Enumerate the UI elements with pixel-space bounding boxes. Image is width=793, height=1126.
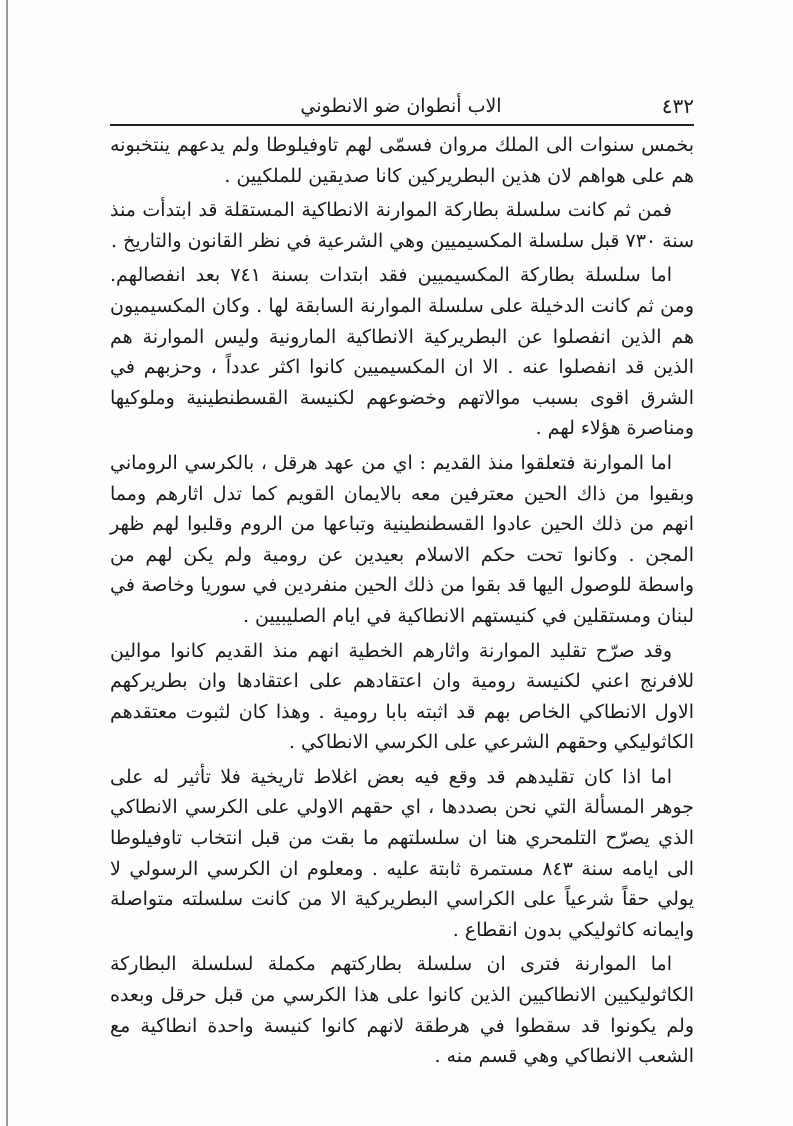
paragraph-3: اما سلسلة بطاركة المكسيميين فقد ابتدات بسنة ٧٤١ بعد انفصالهم. ومن ثم كانت الدخيلة على سلسلة الموارنة السابقة لها . وكان المكسيميون هم الذين انفصلوا عن البطريركية الانطاكية المارونية وليس الموارنة هم الذين قد انفصلوا عنه . الا ان المكسيميين كانوا اكثر عدداً ، وحزبهم في الشرق اقوى بسبب موالاتهم وخضوعهم لكنيسة القسطنطينية وملوكيها ومناصرة هؤلاء لهم .	[110, 264, 694, 440]
paragraph-1: بخمس سنوات الى الملك مروان فسمّى لهم تاوفيلوطا ولم يدعهم ينتخبونه هم على هواهم لان هذين البطريركين كانا صديقين للملكيين .	[110, 134, 694, 187]
page-header	[108, 92, 694, 122]
paragraph-7: اما الموارنة فترى ان سلسلة بطاركتهم مكملة لسلسلة البطاركة الكاثوليكيين الانطاكيين الذين كانوا على هذا الكرسي من قبل حرقل وبعده ولم يكونوا قد سقطوا في هرطقة لانهم كانوا كنيسة واحدة انطاكية مع الشعب الانطاكي وهي قسم منه .	[110, 953, 694, 1068]
body-text	[110, 130, 694, 1076]
paragraph-4: اما الموارنة فتعلقوا منذ القديم : اي من عهد هرقل ، بالكرسي الروماني وبقيوا من ذاك الحين معترفين معه بالايمان القويم كما تدل اثارهم ومما انهم من ذلك الحين عادوا القسطنطينية وتباعها من الروم وقلبوا لهم ظهر المجن . وكانوا تحت حكم الاسلام بعيدين عن رومية ولم يكن لهم من واسطة للوصول اليها قد بقوا من ذلك الحين منفردين في سوريا وخاصة في لبنان ومستقلين في كنيستهم الانطاكية في ايام الصليبيين .	[110, 451, 694, 627]
paragraph-2: فمن ثم كانت سلسلة بطاركة الموارنة الانطاكية المستقلة قد ابتدأت منذ سنة ٧٣٠ قبل سلسلة المكسيميين وهي الشرعية في نظر القانون والتاريخ .	[110, 199, 694, 252]
scan-border	[6, 0, 8, 1126]
page-number: ٤٣٢	[661, 94, 694, 118]
header-rule	[110, 124, 694, 126]
paragraph-5: وقد صرّح تقليد الموارنة واثارهم الخطية انهم منذ القديم كانوا موالين للافرنج اعني لكنيسة رومية وان اعتقادهم على اعتقادها وان بطريركهم الاول الانطاكي الخاص بهم قد اثبته بابا رومية . وهذا كان لثبوت معتقدهم الكاثوليكي وحقهم الشرعي على الكرسي الانطاكي .	[110, 639, 694, 754]
paragraph-6: اما اذا كان تقليدهم قد وقع فيه بعض اغلاط تاريخية فلا تأثير له على جوهر المسألة التي نحن بصددها ، اي حقهم الاولي على الكرسي الانطاكي الذي يصرّح التلمحري هنا ان سلسلتهم ما بقت من قبل انتخاب تاوفيلوطا الى ايامه سنة ٨٤٣ مستمرة ثابتة عليه . ومعلوم ان الكرسي الرسولي لا يولي حقاً شرعياً على الكراسي البطريركية الا من كانت سلسلته متواصلة وايمانه كاثوليكي بدون انقطاع .	[110, 765, 694, 941]
running-title: الاب أنطوان ضو الانطوني	[300, 95, 502, 117]
